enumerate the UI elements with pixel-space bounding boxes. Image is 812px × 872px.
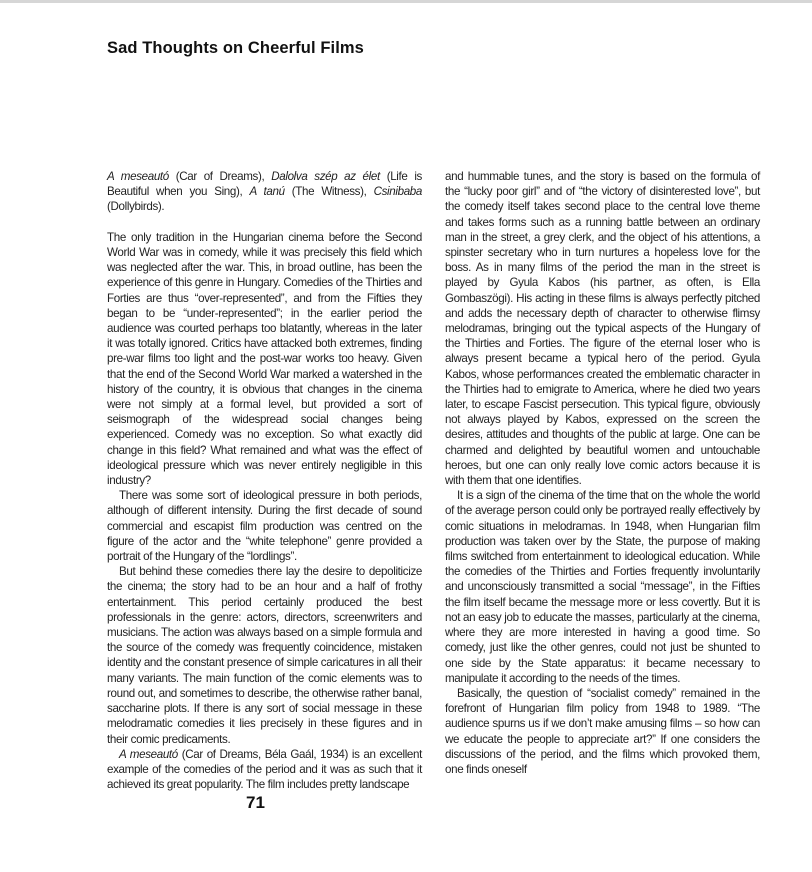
page-title: Sad Thoughts on Cheerful Films (107, 39, 364, 57)
paragraph: It is a sign of the cinema of the time that on the whole the world of the average person could only be portrayed really effectively by comic situations in melodramas. In 1948, when Hungarian film production was taken over by the State, the purpose of making films switched from entertainment to ideological education. While the comedies of the Thirties and Forties frequently involuntarily and unconsciously transmitted a social “message”, in the Fifties the film itself became the message more or less covertly. But it is not an easy job to educate the masses, particularly at the cinema, where they are more interested in having a good time. So comedy, just like the other genres, could not just be shunted to one side by the State apparatus: it became necessary to manipulate it according to the needs of the times. (445, 489, 760, 685)
intro-text-3: (The Witness), (284, 185, 374, 199)
intro-title-4: Csinibaba (373, 185, 422, 199)
intro-text-1: (Car of Dreams), (168, 170, 272, 183)
paragraph (107, 747, 422, 793)
right-column (445, 169, 760, 777)
intro-text-4: (Dollybirds). (107, 200, 165, 214)
paragraph-text: (Car of Dreams, Béla Gaál, 1934) is an excellent example of the comedies of the period and it was as such that it achieved its great popularity. The film includes pretty landscape (107, 747, 422, 792)
intro-title-3: A tanú (249, 185, 285, 199)
intro-title-1: A meseautó (107, 170, 169, 183)
paragraph: There was some sort of ideological pressure in both periods, although of different intensity. During the first decade of sound commercial and escapist film production was centred on the figure of the actor and the “white telephone” genre provided a portrait of the Hungary of the “lordlings”. (107, 489, 422, 564)
intro-title-2: Dalolva szép az élet (271, 170, 380, 183)
left-column (107, 169, 422, 792)
intro-text-2: (Life is Beautiful when you Sing), (107, 170, 422, 199)
paragraph: The only tradition in the Hungarian cinema before the Second World War was in comedy, while it was precisely this field which was neglected after the war. This, in broad outline, has been the experience of this genre in Hungary. Comedies of the Thirties and Forties are thus “over-represented”, and from the Fifties they began to be “under-represented”; in the earlier period the audience was courted perhaps too blatantly, whereas in the later it was totally ignored. Critics have attacked both extremes, finding pre-war films too light and the post-war works too heavy. Given that the end of the Second World War marked a watershed in the history of the country, it is obvious that changes in the cinema were not simply at a formal level, but provided a sort of seismograph of the widespread social changes being experienced. Comedy was no exception. So what exactly did change in this field? What remained and what was the effect of ideological pressure which was never entirely negligible in this industry? (107, 230, 422, 488)
film-title: A meseautó (119, 747, 178, 761)
top-rule (0, 0, 812, 3)
paragraph: Basically, the question of “socialist comedy” remained in the forefront of Hungarian film policy from 1948 to 1989. “The audience spurns us if we don’t make amusing films – so how can we educate the people to appreciate art?” If one considers the discussions of the period, and the films which provoked them, one finds oneself (445, 686, 760, 776)
paragraph: But behind these comedies there lay the desire to depoliticize the cinema; the story had to be an hour and a half of frothy entertainment. This period certainly produced the best professionals in the genre: actors, directors, screenwriters and musicians. The action was always based on a simple formula and the source of the comedy was frequently coincidence, mistaken identity and the constant presence of simple caricatures in all their many variants. The main function of the comic elements was to round out, and sometimes to describe, the otherwise rather banal, saccharine plots. If there is any sort of social message in these melodramatic comedies it lies precisely in these figures and in their comic predicaments. (107, 565, 422, 746)
intro-film-list (107, 169, 422, 215)
page-number: 71 (246, 793, 265, 812)
paragraph: and hummable tunes, and the story is based on the formula of the “lucky poor girl” and of “the victory of disinterested love”, but the comedy itself takes second place to the central love theme and takes forms such as a running battle between an ordinary man in the street, a grey clerk, and the object of his attentions, a spinster secretary who in turn nurtures a hopeless love for the boss. As in many films of the period the man in the street is played by Gyula Kabos (his partner, as often, is Ella Gombaszögi). His acting in these films is always perfectly pitched and adds the necessary depth of character to otherwise flimsy melodramas, bringing out the typical aspects of the Hungary of the Thirties and Forties. The figure of the eternal loser who is always present became a typical hero of the period. Gyula Kabos, whose performances created the emblematic character in the Thirties had to emigrate to America, where he died two years later, to escape Fascist persecution. This typical figure, obviously not always played by Kabos, expressed on the screen the desires, attitudes and thoughts of the public at large. One can be charmed and delighted by beautiful women and untouchable heroes, but one can only really love comic actors because it is with them that one identifies. (445, 170, 760, 488)
